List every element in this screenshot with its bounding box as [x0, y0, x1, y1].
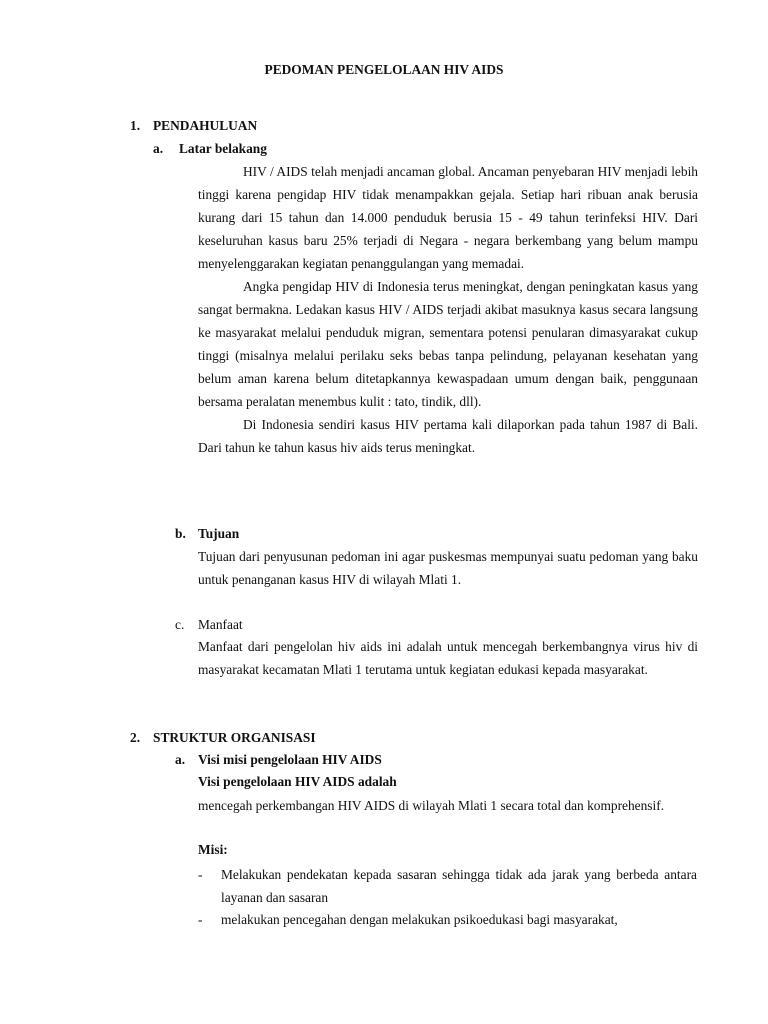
section-2-heading: STRUKTUR ORGANISASI — [153, 730, 316, 745]
section-1b-heading: Tujuan — [198, 526, 240, 541]
section-1c-heading: Manfaat — [198, 617, 243, 632]
mission-item: melakukan pencegahan dengan melakukan psikoedukasi bagi masyarakat, — [221, 912, 618, 927]
document-title: PEDOMAN PENGELOLAAN HIV AIDS — [264, 62, 504, 77]
purpose-text-block — [198, 545, 698, 591]
section-2a-letter: a. — [175, 752, 186, 767]
section-1a-letter: a. — [153, 141, 164, 156]
section-1a-heading: Latar belakang — [179, 141, 267, 156]
section-1c-letter: c. — [175, 617, 185, 632]
section-2-number: 2. — [130, 730, 141, 745]
vision-heading: Visi pengelolaan HIV AIDS adalah — [198, 774, 397, 789]
mission-heading: Misi: — [198, 842, 228, 857]
background-paragraph: Di Indonesia sendiri kasus HIV pertama kali dilaporkan pada tahun 1987 di Bali. Dari tahun ke tahun kasus hiv aids terus meningkat. — [198, 417, 698, 455]
section-1b-letter: b. — [175, 526, 186, 541]
mission-bullet: - — [198, 912, 203, 927]
section-2a-heading: Visi misi pengelolaan HIV AIDS — [198, 752, 382, 767]
benefit-text: Manfaat dari pengelolan hiv aids ini adalah untuk mencegah berkembangnya virus hiv di masyarakat kecamatan Mlati 1 terutama untuk kegiatan edukasi kepada masyarakat. — [198, 639, 698, 677]
mission-bullet: - — [198, 867, 203, 882]
mission-item: Melakukan pendekatan kepada sasaran sehingga tidak ada jarak yang berbeda antara layanan dan sasaran — [221, 867, 697, 905]
section-1-heading: PENDAHULUAN — [153, 118, 258, 133]
vision-text-block — [198, 794, 698, 817]
benefit-text-block — [198, 635, 698, 681]
vision-text: mencegah perkembangan HIV AIDS di wilayah Mlati 1 secara total dan komprehensif. — [198, 798, 665, 813]
background-paragraph: HIV / AIDS telah menjadi ancaman global. Ancaman penyebaran HIV menjadi lebih tinggi karena pengidap HIV tidak menampakkan gejala. Setiap hari ribuan anak berusia kurang dari 15 tahun dan 14.000 penduduk berusia 15 - 49 tahun terinfeksi HIV. Dari keseluruhan kasus baru 25% terjadi di Negara - negara berkembang yang belum mampu menyelenggarakan kegiatan penanggulangan yang memadai. — [198, 164, 698, 271]
background-paragraph: Angka pengidap HIV di Indonesia terus meningkat, dengan peningkatan kasus yang sangat bermakna. Ledakan kasus HIV / AIDS terjadi akibat masuknya kasus secara langsung ke masyarakat melalui penduduk migran, sementara potensi penularan dimasyarakat cukup tinggi (misalnya melalui perilaku seks bebas tanpa pelindung, pelayanan kesehatan yang belum aman karena belum ditetapkannya kewaspadaan umum dengan baik, penggunaan bersama peralatan menembus kulit : tato, tindik, dll). — [198, 279, 698, 409]
purpose-text: Tujuan dari penyusunan pedoman ini agar puskesmas mempunyai suatu pedoman yang baku untuk penanganan kasus HIV di wilayah Mlati 1. — [198, 549, 698, 587]
background-paragraphs — [198, 160, 698, 459]
section-1-number: 1. — [130, 118, 141, 133]
